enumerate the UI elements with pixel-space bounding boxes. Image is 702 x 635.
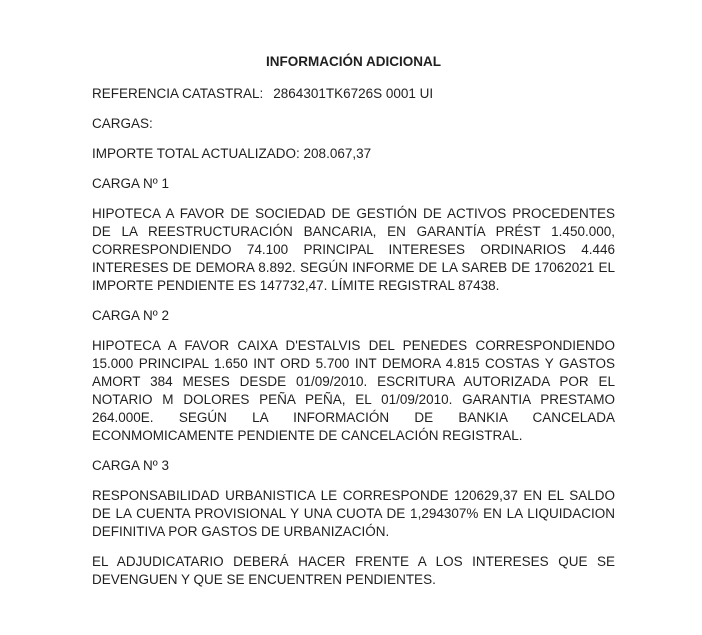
cargas-label: CARGAS: xyxy=(92,116,153,131)
carga-1-body: HIPOTECA A FAVOR DE SOCIEDAD DE GESTIÓN DE ACTIVOS PROCEDENTES DE LA REESTRUCTURACIÓN BANCARIA, EN GARANTÍA PRÉST 1.450.000, CORRESPONDIENDO 74.100 PRINCIPAL INTERESES ORDINARIOS 4.446 INTERESES DE DEMORA 8.892. SEGÚN INFORME DE LA SAREB DE 17062021 EL IMPORTE PENDIENTE ES 147732,47. LÍMITE REGISTRAL 87438. xyxy=(92,206,615,293)
carga-3-body: RESPONSABILIDAD URBANISTICA LE CORRESPONDE 120629,37 EN EL SALDO DE LA CUENTA PROVISIONAL Y UNA CUOTA DE 1,294307% EN LA LIQUIDACION DEFINITIVA POR GASTOS DE URBANIZACIÓN. xyxy=(92,488,615,539)
cadastral-reference-value: 2864301TK6726S 0001 UI xyxy=(273,86,434,101)
carga-2-heading: CARGA Nº 2 xyxy=(92,308,169,323)
carga-3-heading: CARGA Nº 3 xyxy=(92,458,169,473)
cadastral-reference-label: REFERENCIA CATASTRAL: xyxy=(92,86,264,101)
document-content xyxy=(92,53,615,589)
closing-paragraph: EL ADJUDICATARIO DEBERÁ HACER FRENTE A LOS INTERESES QUE SE DEVENGUEN Y QUE SE ENCUENTREN PENDIENTES. xyxy=(92,554,615,587)
document-title: INFORMACIÓN ADICIONAL xyxy=(266,54,441,69)
carga-2-body: HIPOTECA A FAVOR CAIXA D'ESTALVIS DEL PENEDES CORRESPONDIENDO 15.000 PRINCIPAL 1.650 INT ORD 5.700 INT DEMORA 4.815 COSTAS Y GASTOS AMORT 384 MESES DESDE 01/09/2010. ESCRITURA AUTORIZADA POR EL NOTARIO M DOLORES PEÑA PEÑA, EL 01/09/2010. GARANTIA PRESTAMO 264.000E. SEGÚN LA INFORMACIÓN DE BANKIA CANCELADA ECONMOMICAMENTE PENDIENTE DE CANCELACIÓN REGISTRAL. xyxy=(92,338,615,443)
importe-total-line: IMPORTE TOTAL ACTUALIZADO: 208.067,37 xyxy=(92,146,372,161)
cadastral-reference-line xyxy=(92,85,615,103)
carga-1-heading: CARGA Nº 1 xyxy=(92,176,169,191)
